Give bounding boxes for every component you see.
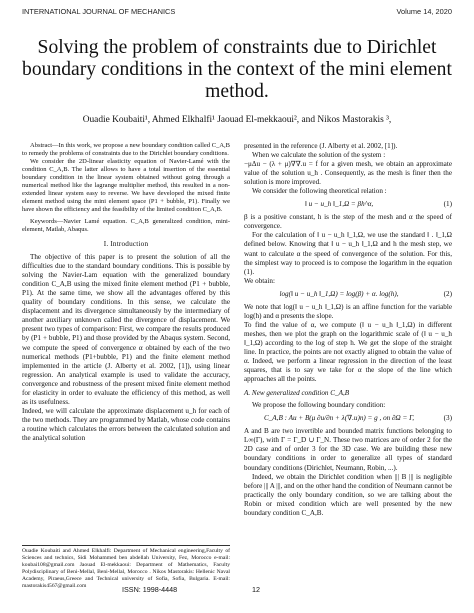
equation-number: (1) [443, 200, 452, 209]
body-paragraph: We obtain: [244, 276, 275, 285]
page-number: 12 [252, 585, 260, 594]
body-paragraph: A and B are two invertible and bounded matrix functions belonging to L∞(Γ), with Γ = Γ_D ∪ Γ_N. These two matrices are of order 2 for the 2D case and of order 3 for the 3D case. We are building these new boundary conditions in order to generalize all types of standard boundary conditions (Dirichlet, Neumann, Robin, ...). [244, 427, 452, 472]
abstract-paragraph: We consider the 2D-linear elasticity equation of Navier-Lamé with the condition C_A,B. The latter allows to have a total insertion of the essential boundary condition in the linear system obtained without going through a numerical method like the lagrange multiplier method, this resulted in a non-extended linear system easy to reverse. We have developed the mixed finite element method using the mini element space (P1 + bubble, P1). Finally we have shown the efficiency and the feasibility of the limited condition C_A,B. [22, 158, 230, 213]
section-heading: I. Introduction [103, 240, 149, 248]
running-header [22, 7, 452, 19]
issn: ISSN: 1998-4448 [122, 585, 178, 594]
equation-body: log(‖ u − u_h ‖_1,Ω) = log(β) + α. log(h), [279, 289, 399, 298]
author-footnote: Ouadie Koubaiti and Ahmed Elkhalfi: Department of Mechanical engineering,Faculty of Sciences and technics, Sidi Mohammed ben abdellah University, Fez, Morocco e-mail: koubai108@gmail.com Jaouad El-mekkaoui: Department of Mathematics, Faculty Polydisciplinary of Beni-Mellal, Beni-Mellal, Morocco . Nikos Mastorakis: Hellenic Naval Academy, Piraeus,Greece and Technical university of Sofia, Sofia, Bulgaria. E-mail: mastorakis4567@gmail.com [22, 545, 230, 589]
body-paragraph: To find the value of α, we compute (‖ u − u_h ‖_1,Ω) in different meshes, then we plot the graph on the logarithmic scale of (‖ u − u_h ‖_1,Ω) according to the log of step h. We get the slope of the straight line. In practice, the points are not exactly aligned to obtain the value of α. Indeed, we perform a linear regression in the direction of the least squares, that is to say we take for α the slope of the line which approaches all the points. [244, 320, 452, 384]
body-paragraph: Indeed, we obtain the Dirichlet condition when ||| B ||| is negligible before ||| A |||, and on the other hand the condition of Neumann cannot be practically the only boundary condition, so we are talking about the Robin or mixed condition which are well presented by the new boundary condition C_A,B. [244, 472, 452, 517]
equation-body: C_A,B : Au + B(μ ∂u/∂n + λ(∇.u)n) = g , on ∂Ω = Γ, [263, 414, 415, 423]
body-paragraph: Indeed, we will calculate the approximate displacement u_h for each of the two methods. They are programmed by Matlab, whose code contains a routine which calculates the errors between the calculated solution and the analytical solution [22, 406, 230, 442]
body-paragraph: The objective of this paper is to present the solution of all the difficulties due to the standard boundary conditions. This is possible by solving the Navier-Lam equation with the generalized boundary condition C_A,B using the mixed finite element method (P1 + bubble, P1). At the same time, we show all the advantages offered by this quality of boundary conditions. In this sense, we calculate the displacement and its divergence simultaneously by the intermediary of another auxiliary unknown called the divergence of displacement. We present two types of comparison: First, we compare the results produced by (P1 + bubble, P1) and those provided by the Abaqus system. Second, we compute the speed of convergence α obtained by each of the two numerical methods (P1+bubble, P1) and the finite element method implemented in the article (J. Alberty et al. 2002, [1]), using linear regression. An analytical example is used to validate the accuracy, convergence and robustness of the present mixed finite element method for elasticity in order to evaluate the efficiency of this method, as well as its usefulness. [22, 253, 230, 406]
equation-number: (2) [443, 289, 452, 298]
keywords: Keywords—Navier Lamé equation. C_A,B generalized condition, mini-element, Matlab, Abaqus. [22, 218, 230, 233]
body-paragraph: We note that log(‖ u − u_h ‖_1,Ω) is an affine function for the variable log(h) and α presents the slope. [244, 302, 452, 320]
right-column [244, 142, 452, 518]
paper-title: Solving the problem of constraints due to Dirichlet boundary conditions in the context of the mini element method. [22, 37, 452, 102]
left-column [22, 142, 230, 443]
equation-1 [244, 200, 452, 209]
body-paragraph: We propose the following boundary condition: [252, 401, 386, 410]
equation-number: (3) [443, 414, 452, 423]
body-paragraph: β is a positive constant, h is the step of the mesh and α the speed of convergence. [244, 213, 452, 231]
equation-2 [244, 290, 452, 299]
page-footer [22, 585, 452, 597]
body-paragraph: When we calculate the solution of the system : [252, 151, 386, 160]
equation-body: ‖ u − u_h ‖_1,Ω = βh^α, [304, 200, 374, 209]
subsection-heading: A. New generalized condition C_A,B [244, 389, 350, 398]
body-paragraph: −μΔu − (λ + μ)∇∇.u = f for a given mesh, we obtain an approximate value of the solution u_h . Consequently, as the mesh is finer then the solution is more improved. [244, 160, 452, 187]
volume-info: Volume 14, 2020 [396, 7, 452, 16]
author-list: Ouadie Koubaiti¹, Ahmed Elkhalfi¹ Jaouad El-mekkaoui², and Nikos Mastorakis ³, [82, 115, 392, 125]
journal-name: INTERNATIONAL JOURNAL OF MECHANICS [22, 7, 176, 16]
body-paragraph: presented in the reference (J. Alberty et al. 2002, [1]). [244, 142, 398, 150]
equation-3 [244, 414, 452, 423]
abstract-paragraph: Abstract—In this work, we propose a new boundary condition called C_A,B to remedy the problems of constraints due to the Dirichlet boundary conditions. [22, 142, 230, 157]
body-paragraph: For the calculation of ‖ u − u_h ‖_1,Ω, we use the standard ‖ . ‖_1,Ω defined below. Knowing that ‖ u − u_h ‖_1,Ω and h the mesh step, we want to calculate α the speed of convergence of the solution. For this, the simplest way to proceed is to compose the logarithm in the equation (1). [244, 231, 452, 276]
body-paragraph: We consider the following theoretical relation : [252, 187, 387, 196]
